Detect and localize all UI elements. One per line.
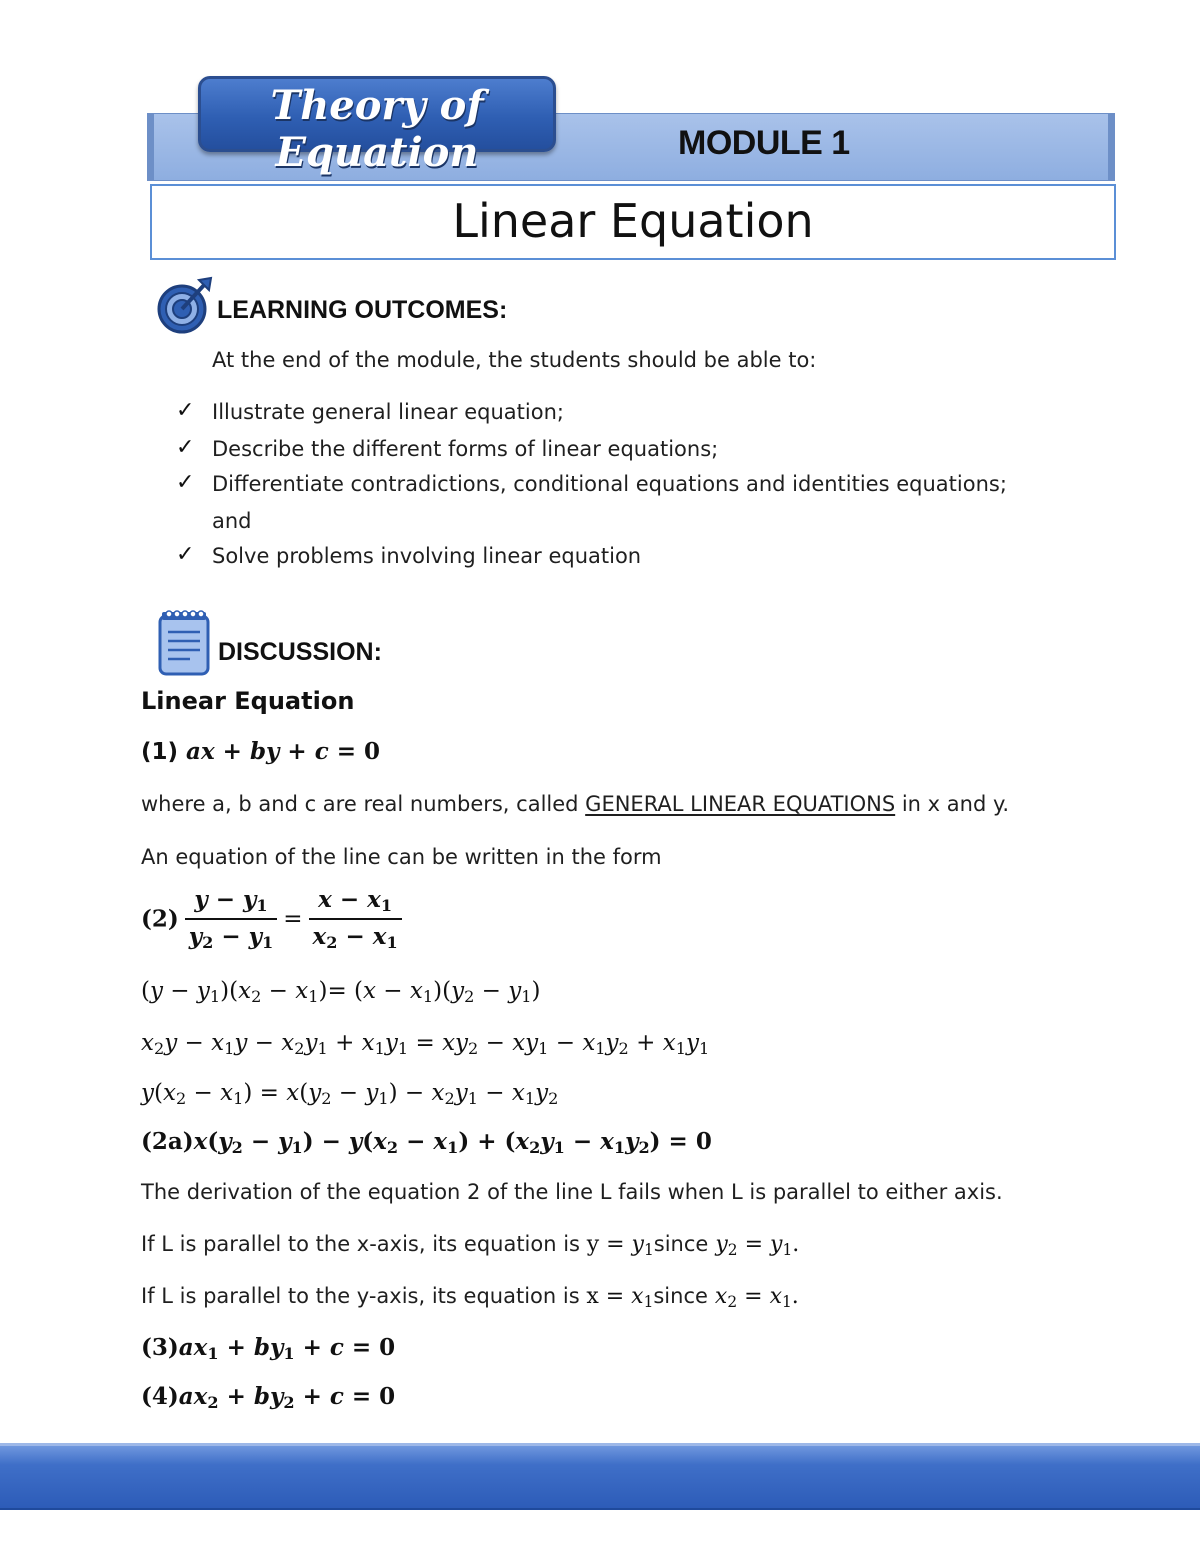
since-word: since xyxy=(653,1284,708,1308)
general-text-after: in x and y. xyxy=(895,792,1010,816)
check-icon: ✓ xyxy=(176,542,195,567)
target-icon xyxy=(155,276,215,336)
discussion-heading: DISCUSSION: xyxy=(218,638,382,666)
module-label: MODULE 1 xyxy=(678,124,850,162)
equation-3: $(3)ax_1 + by_1 + c = 0$ xyxy=(141,1334,396,1364)
notepad-icon xyxy=(156,610,212,678)
equation-2-step-2: $x_2y - x_1y - x_2y_1 + x_1y_1 = xy_2 - xy_1 - x_1y_2 + x_1y_1$ xyxy=(141,1030,710,1059)
parallel-x-label: If L is parallel to the x-axis, its equation is xyxy=(141,1232,587,1256)
footer-bar xyxy=(0,1443,1200,1510)
learning-outcomes-heading: LEARNING OUTCOMES: xyxy=(217,296,508,324)
general-term: GENERAL LINEAR EQUATIONS xyxy=(585,792,896,816)
check-icon: ✓ xyxy=(176,435,195,460)
since-word: since xyxy=(653,1232,709,1256)
parallel-y-text: If L is parallel to the y-axis, its equation is $x = x_1since$ $x_2 = x_1$. xyxy=(141,1284,799,1311)
equation-label: (1) xyxy=(141,739,179,765)
outcome-item: Solve problems involving linear equation xyxy=(212,544,642,568)
outcome-item: Illustrate general linear equation; xyxy=(212,400,564,424)
outcomes-intro: At the end of the module, the students should be able to: xyxy=(212,348,817,372)
series-title: Theory of Equation xyxy=(270,82,484,176)
derivation-text: The derivation of the equation 2 of the line L fails when L is parallel to either axis. xyxy=(141,1180,1003,1204)
parallel-y-label: If L is parallel to the y-axis, its equation is xyxy=(141,1284,587,1308)
outcome-item-continuation: and xyxy=(212,509,252,533)
outcome-item: Differentiate contradictions, conditional equations and identities equations; xyxy=(212,472,1007,496)
equation-2-step-1: $(y - y_1)(x_2 - x_1)= (x - x_1)(y_2 - y_1)$ xyxy=(141,978,541,1007)
equation-1: (1) ax + by + c = 0 xyxy=(141,738,381,765)
equation-label: (3) xyxy=(141,1334,179,1361)
general-equation-text xyxy=(141,792,1009,816)
equation-2: (2) $\frac{y - y_1}{y_2 - y_1}$ = $\frac{x - x_1}{x_2 - x_1}$ xyxy=(141,886,408,952)
outcome-item: Describe the different forms of linear equations; xyxy=(212,437,719,461)
page-title: Linear Equation xyxy=(452,194,814,248)
equation-2a: $(2a)x(y_2 - y_1) - y(x_2 - x_1) + (x_2y_1 - x_1y_2) = 0$ xyxy=(141,1128,712,1158)
equation-label: (2) xyxy=(141,905,179,933)
parallel-x-text: If L is parallel to the x-axis, its equation is $y = y_1since$ $y_2 = y_1$. xyxy=(141,1232,800,1259)
equation-2-step-3: $y(x_2 - x_1) = x(y_2 - y_1) - x_2y_1 - x_1y_2$ xyxy=(141,1080,559,1109)
form-text: An equation of the line can be written in the form xyxy=(141,845,662,869)
check-icon: ✓ xyxy=(176,470,195,495)
check-icon: ✓ xyxy=(176,398,195,423)
equation-label: (2a) xyxy=(141,1128,194,1155)
equation-4: $(4)ax_2 + by_2 + c = 0$ xyxy=(141,1383,396,1413)
general-text-before: where a, b and c are real numbers, called xyxy=(141,792,586,816)
equation-label: (4) xyxy=(141,1383,179,1410)
discussion-subheading: Linear Equation xyxy=(141,687,355,715)
